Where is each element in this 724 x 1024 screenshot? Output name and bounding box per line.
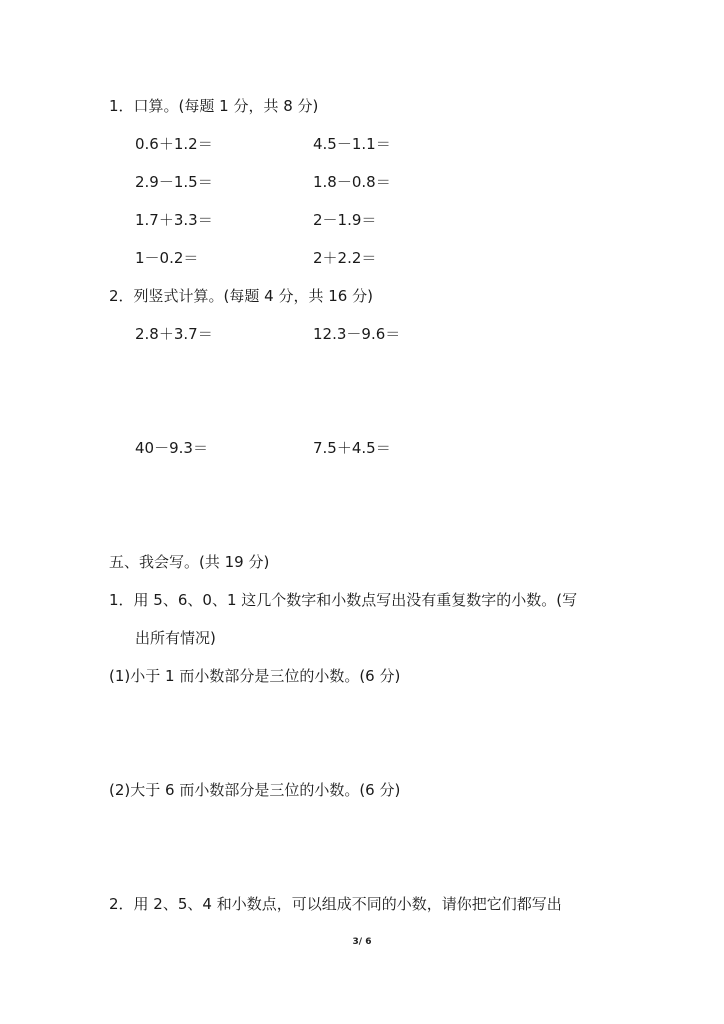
section-5-title: 五、我会写。(共 19 分) bbox=[109, 553, 270, 571]
question-5-1-line2: 出所有情况) bbox=[135, 629, 216, 647]
mental-math-item: 2＋2.2＝ bbox=[313, 249, 377, 267]
question-1-title: 1．口算。(每题 1 分，共 8 分) bbox=[109, 97, 319, 115]
vertical-calc-item: 12.3－9.6＝ bbox=[313, 325, 401, 343]
vertical-calc-item: 2.8＋3.7＝ bbox=[135, 325, 213, 343]
vertical-calc-item: 40－9.3＝ bbox=[135, 439, 208, 457]
question-5-1-sub1: (1)小于 1 而小数部分是三位的小数。(6 分) bbox=[109, 667, 401, 685]
mental-math-item: 1.7＋3.3＝ bbox=[135, 211, 213, 229]
page-number: 3/ 6 bbox=[352, 937, 372, 947]
question-5-1-sub2: (2)大于 6 而小数部分是三位的小数。(6 分) bbox=[109, 781, 401, 799]
vertical-calc-item: 7.5＋4.5＝ bbox=[313, 439, 391, 457]
question-2-title: 2．列竖式计算。(每题 4 分，共 16 分) bbox=[109, 287, 373, 305]
question-5-1-line1: 1．用 5、6、0、1 这几个数字和小数点写出没有重复数字的小数。(写 bbox=[109, 591, 578, 609]
mental-math-item: 1.8－0.8＝ bbox=[313, 173, 391, 191]
mental-math-item: 4.5－1.1＝ bbox=[313, 135, 391, 153]
mental-math-item: 2－1.9＝ bbox=[313, 211, 377, 229]
question-5-2-line1: 2．用 2、5、4 和小数点，可以组成不同的小数，请你把它们都写出 bbox=[109, 895, 562, 913]
mental-math-item: 0.6＋1.2＝ bbox=[135, 135, 213, 153]
mental-math-item: 1－0.2＝ bbox=[135, 249, 199, 267]
mental-math-item: 2.9－1.5＝ bbox=[135, 173, 213, 191]
